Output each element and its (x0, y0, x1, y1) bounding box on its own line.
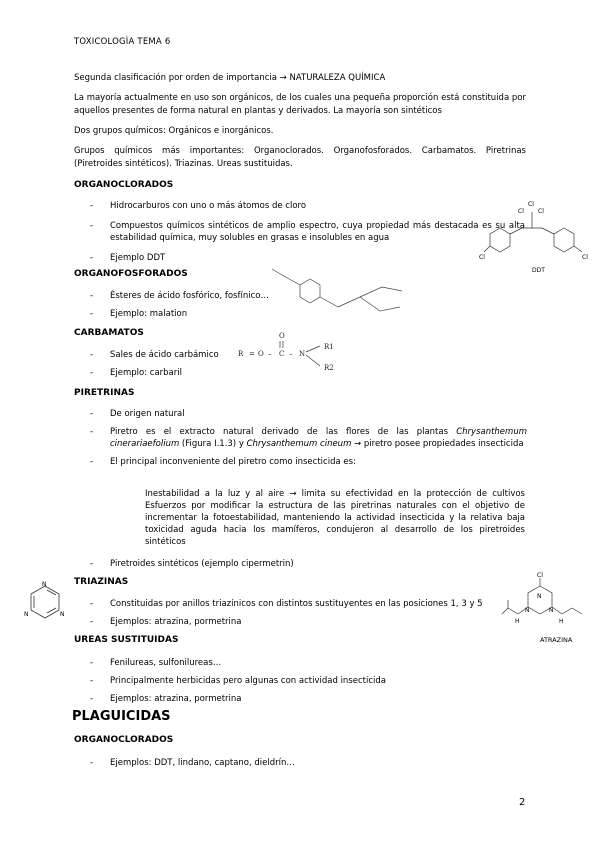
formula-r: R (238, 350, 244, 358)
formula-o-top: O (279, 332, 285, 340)
list-item: - Ejemplo: carbaril (90, 367, 240, 379)
svg-text:=: = (249, 350, 255, 358)
formula-r1: R1 (324, 343, 334, 351)
ureas-heading: UREAS SUSTITUIDAS (74, 635, 179, 645)
formula-n: N (299, 350, 306, 358)
svg-text:H: H (559, 618, 564, 625)
svg-text:Cl: Cl (537, 572, 543, 579)
formula-o: O (258, 350, 264, 358)
ddt-cl-label: Cl (479, 254, 485, 261)
ddt-cl-label: Cl (528, 201, 534, 208)
list-item: - Ésteres de ácido fosfórico, fosfínico… (90, 290, 350, 302)
ddt-label: DDT (532, 267, 545, 274)
list-item: - Principalmente herbicidas pero algunas con actividad insecticida (90, 675, 510, 687)
piretrinas-list-continued (90, 558, 525, 570)
list-item: - El principal inconveniente del piretro como insecticida es: (90, 456, 527, 468)
list-item: - Piretroides sintéticos (ejemplo cipermetrin) (90, 558, 525, 570)
atrazine-label: ATRAZINA (540, 636, 573, 644)
svg-text:N: N (549, 607, 554, 614)
ddt-structure-figure (478, 196, 598, 276)
ddt-cl-label: Cl (582, 254, 588, 261)
list-item: - Hidrocarburos con uno o más átomos de cloro (90, 200, 525, 212)
list-item: - Ejemplos: atrazina, pormetrina (90, 616, 510, 628)
plaguicidas-organoclorados-heading: ORGANOCLORADOS (74, 735, 174, 745)
triazinas-heading: TRIAZINAS (74, 577, 129, 587)
plaguicidas-heading: PLAGUICIDAS (72, 709, 171, 724)
list-item: - Constituidas por anillos triazínicos con distintos sustituyentes en las posiciones 1, 3 y 5 (90, 598, 510, 610)
plaguicidas-list (90, 757, 510, 769)
piretrinas-list (90, 408, 527, 468)
carbamatos-heading: CARBAMATOS (74, 328, 144, 338)
piretrinas-heading: PIRETRINAS (74, 388, 135, 398)
svg-text:–: – (289, 350, 293, 358)
organoclorados-heading: ORGANOCLORADOS (74, 180, 174, 190)
list-item: - Ejemplos: DDT, lindano, captano, dieldrín… (90, 757, 510, 769)
svg-text:H: H (515, 618, 520, 625)
list-item: - Ejemplos: atrazina, pormetrina (90, 693, 510, 705)
piretro-inconvenience-paragraph: Inestabilidad a la luz y al aire → limita su efectividad en la protección de cultivos Esfuerzos por modificar la estructura de las piretrinas naturales con el objetivo de incrementar la fotoestabilidad, manteniendo la actividad insecticida y la relativa baja toxicidad aguda hacia los mamíferos, condujeron al desarrollo de los piretroides sintéticos (145, 489, 525, 547)
ddt-cl-label: Cl (518, 208, 524, 215)
svg-text:N: N (60, 611, 65, 618)
list-item: - De origen natural (90, 408, 527, 420)
svg-text:–: – (268, 350, 272, 358)
organoclorados-list (90, 200, 525, 264)
triazinas-list (90, 598, 510, 628)
page-number: 2 (519, 797, 526, 808)
atrazine-structure-figure (500, 568, 590, 646)
list-item: - Ejemplo DDT (90, 252, 525, 264)
carbamatos-list (90, 349, 240, 379)
organofosforados-heading: ORGANOFOSFORADOS (74, 269, 188, 279)
list-item: - Compuestos químicos sintéticos de amplio espectro, cuya propiedad más destacada es su alta estabilidad química, muy solubles en grasas e insolubles en agua (90, 220, 525, 244)
malation-structure-figure (262, 257, 412, 329)
svg-text:N: N (525, 607, 530, 614)
carbamate-formula-figure (236, 328, 356, 374)
intro-paragraph: La mayoría actualmente en uso son orgánicos, de los cuales una pequeña proporción está constituida por aquellos presentes de forma natural en plantas y derivados. La mayoría son sintéticos (74, 93, 526, 116)
triazine-ring-figure (22, 580, 68, 626)
ureas-list (90, 657, 510, 705)
chemical-groups-paragraph: Dos grupos químicos: Orgánicos e inorgánicos. (74, 126, 274, 136)
classification-line: Segunda clasificación por orden de importancia → NATURALEZA QUÍMICA (74, 73, 386, 83)
list-item: - Ejemplo: malation (90, 308, 350, 320)
svg-text:N: N (537, 593, 542, 600)
list-item: - Piretro es el extracto natural derivado de las flores de las plantas Chrysanthemum cinerariaefolium (Figura I.1.3) y Chrysanthemum cineum → piretro posee propiedades insecticida (90, 426, 527, 450)
important-groups-paragraph: Grupos químicos más importantes: Organoclorados. Organofosforados. Carbamatos. Piretrinas (Piretroides sintéticos). Triazinas. Ureas sustituidas. (74, 146, 526, 169)
list-item: - Fenilureas, sulfonilureas… (90, 657, 510, 669)
page-header: TOXICOLOGÌA TEMA 6 (74, 37, 171, 47)
ddt-cl-label: Cl (538, 208, 544, 215)
list-item: - Sales de ácido carbámico (90, 349, 240, 361)
svg-text:N: N (42, 581, 47, 588)
formula-r2: R2 (324, 364, 334, 372)
svg-text:N: N (24, 611, 29, 618)
formula-c: C (279, 350, 285, 358)
